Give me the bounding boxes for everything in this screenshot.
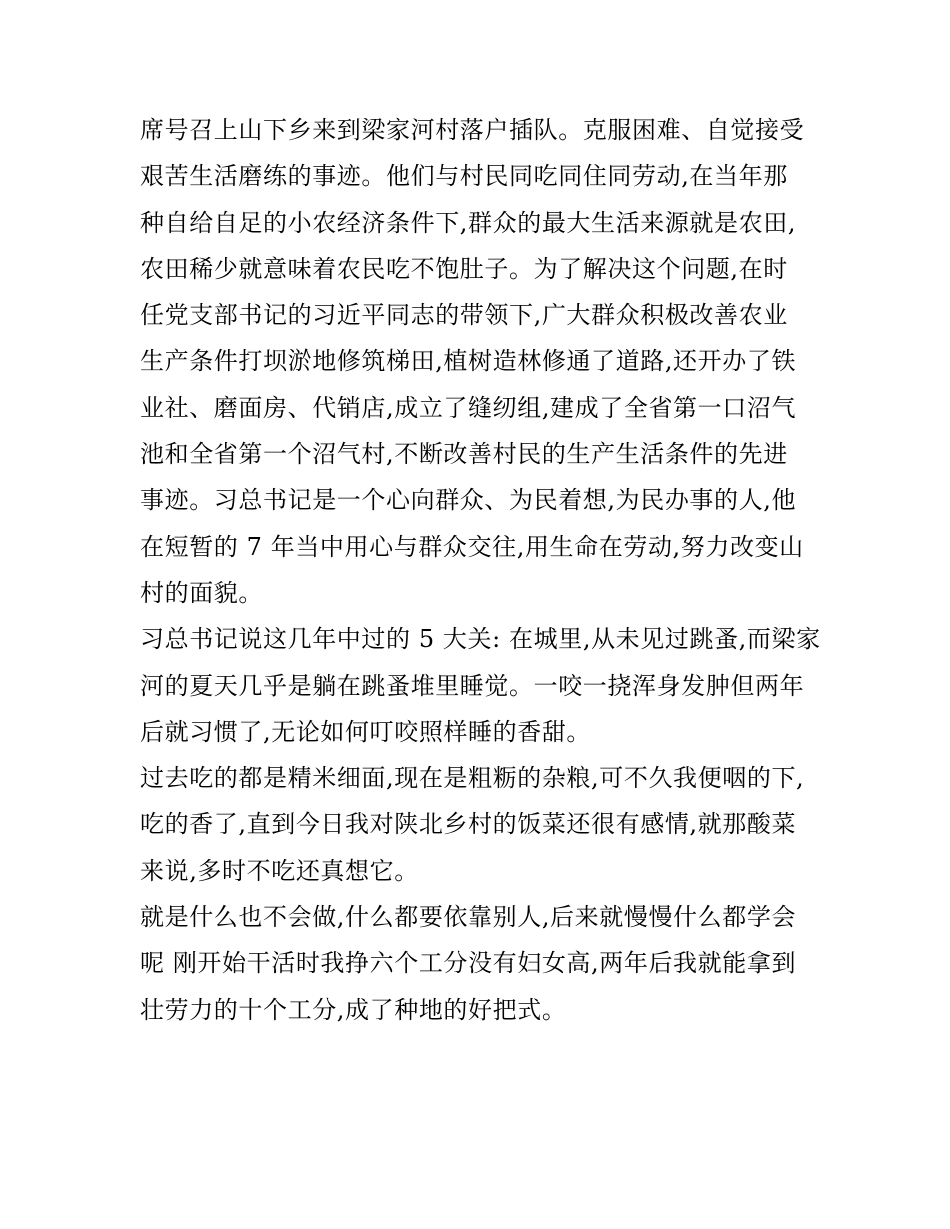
text-line: 任党支部书记的习近平同志的带领下,广大群众积极改善农业 — [140, 301, 788, 330]
text-line: 过去吃的都是精米细面,现在是粗粝的杂粮,可不久我便咽的下, — [140, 764, 805, 793]
text-line: 来说,多时不吃还真想它。 — [140, 856, 419, 885]
text-line: 事迹。习总书记是一个心向群众、为民着想,为民办事的人,他 — [140, 486, 797, 515]
text-line: 后就习惯了,无论如何叮咬照样睡的香甜。 — [140, 717, 592, 746]
text-line: 农田稀少就意味着农民吃不饱肚子。为了解决这个问题,在时 — [140, 254, 788, 283]
text-line: 村的面貌。 — [140, 578, 263, 607]
text-line: 河的夏天几乎是躺在跳蚤堆里睡觉。一咬一挠浑身发肿但两年 — [140, 671, 805, 700]
text-line: 生产条件打坝淤地修筑梯田,植树造林修通了道路,还开办了铁 — [140, 347, 797, 376]
text-line: 席号召上山下乡来到梁家河村落户插队。克服困难、自觉接受 — [140, 116, 805, 144]
paragraph-4 — [140, 894, 816, 1033]
text-line: 就是什么也不会做,什么都要依靠别人,后来就慢慢什么都学会 — [140, 903, 797, 932]
text-line: 种自给自足的小农经济条件下,群众的最大生活来源就是农田, — [140, 208, 797, 237]
text-line: 呢 刚开始干活时我挣六个工分没有妇女高,两年后我就能拿到 — [140, 949, 797, 978]
text-line: 池和全省第一个沼气村,不断改善村民的生产生活条件的先进 — [140, 440, 788, 469]
text-line: 习总书记说这几年中过的 5 大关: 在城里,从未见过跳蚤,而梁家 — [140, 625, 821, 654]
paragraph-3 — [140, 755, 816, 894]
text-line: 艰苦生活磨练的事迹。他们与村民同吃同住同劳动,在当年那 — [140, 162, 788, 191]
text-line: 吃的香了,直到今日我对陕北乡村的饭菜还很有感情,就那酸菜 — [140, 810, 797, 839]
paragraph-2 — [140, 616, 821, 755]
text-line: 壮劳力的十个工分,成了种地的好把式。 — [140, 995, 567, 1024]
paragraph-1 — [140, 107, 816, 616]
document-body — [140, 107, 821, 1033]
text-line: 业社、磨面房、代销店,成立了缝纫组,建成了全省第一口沼气 — [140, 393, 797, 422]
text-line: 在短暂的 7 年当中用心与群众交往,用生命在劳动,努力改变山 — [140, 532, 804, 561]
